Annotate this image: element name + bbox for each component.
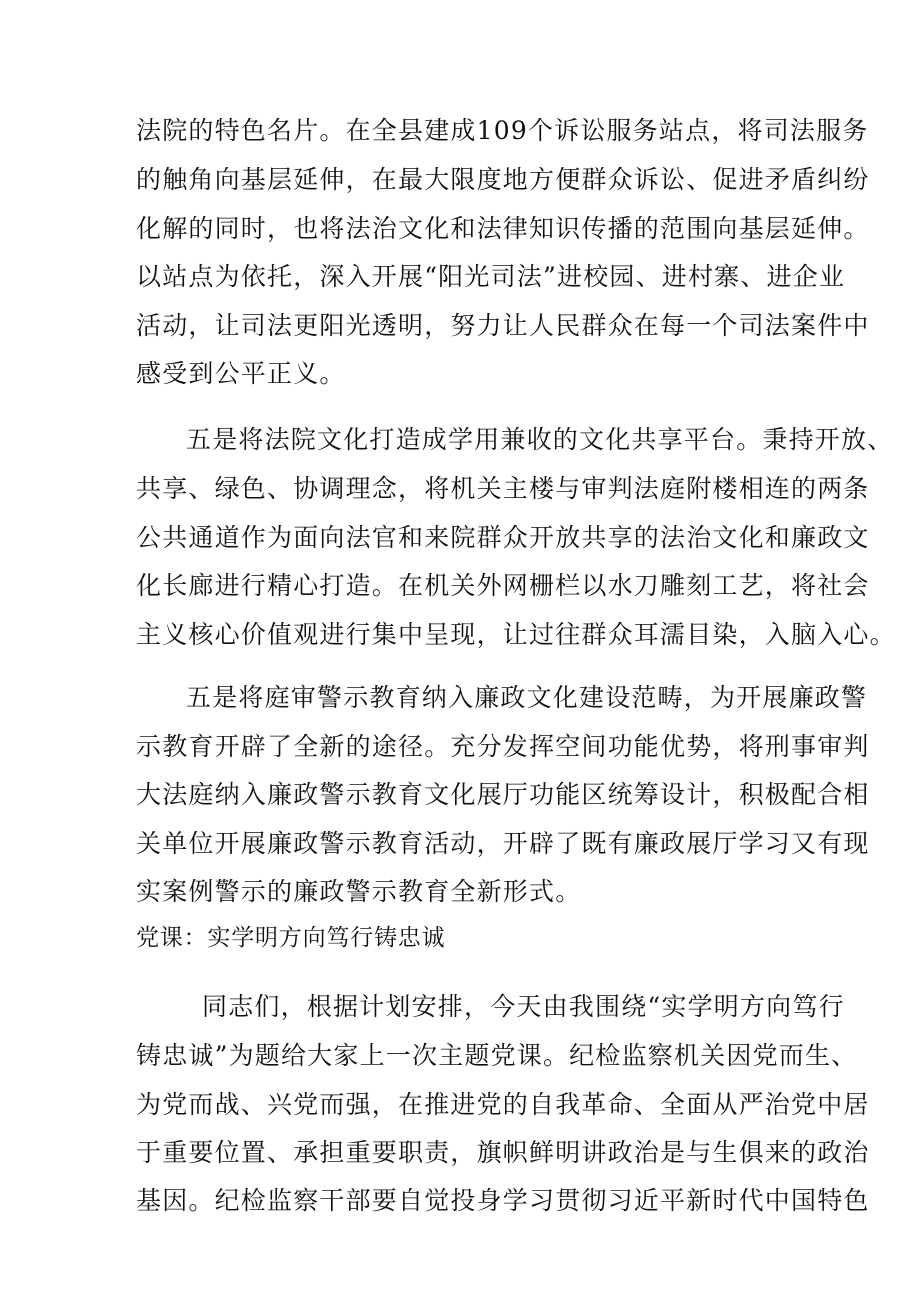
paragraph-line: 关单位开展廉政警示教育活动，开辟了既有廉政展厅学习又有现: [136, 829, 870, 858]
paragraph-line: 共享、绿色、协调理念，将机关主楼与审判法庭附楼相连的两条: [136, 474, 870, 503]
paragraph-line: 大法庭纳入廉政警示教育文化展厅功能区统筹设计，积极配合相: [136, 780, 870, 809]
paragraph-line: 基因。纪检监察干部要自觉投身学习贯彻习近平新时代中国特色: [136, 1186, 870, 1215]
paragraph-line: 公共通道作为面向法官和来院群众开放共享的法治文化和廉政文: [136, 523, 870, 552]
paragraph-line: 五是将法院文化打造成学用兼收的文化共享平台。秉持开放、: [186, 425, 894, 454]
paragraph-line: 五是将庭审警示教育纳入廉政文化建设范畴，为开展廉政警: [186, 683, 868, 712]
paragraph-line: 化解的同时，也将法治文化和法律知识传播的范围向基层延伸。: [136, 214, 870, 243]
paragraph-line: 以站点为依托，深入开展“阳光司法”进校园、进村寨、进企业: [136, 262, 846, 291]
paragraph-line: 实案例警示的廉政警示教育全新形式。: [136, 877, 582, 906]
paragraph-line: 同志们，根据计划安排，今天由我围绕“实学明方向笃行: [202, 992, 845, 1021]
paragraph-line: 的触角向基层延伸，在最大限度地方便群众诉讼、促进矛盾纠纷: [136, 165, 870, 194]
paragraph-line: 于重要位置、承担重要职责，旗帜鲜明讲政治是与生俱来的政治: [136, 1138, 870, 1167]
paragraph-line: 化长廊进行精心打造。在机关外网栅栏以水刀雕刻工艺，将社会: [136, 571, 870, 600]
paragraph-line: 活动，让司法更阳光透明，努力让人民群众在每一个司法案件中: [136, 311, 870, 340]
paragraph-line: 主义核心价值观进行集中呈现，让过往群众耳濡目染，入脑入心。: [136, 620, 896, 649]
paragraph-line: 为党而战、兴党而强，在推进党的自我革命、全面从严治党中居: [136, 1090, 870, 1119]
section-heading: 党课：实学明方向笃行铸忠诚: [136, 925, 446, 951]
paragraph-line: 示教育开辟了全新的途径。充分发挥空间功能优势，将刑事审判: [136, 732, 870, 761]
paragraph-line: 感受到公平正义。: [136, 359, 346, 388]
paragraph-line: 铸忠诚”为题给大家上一次主题党课。纪检监察机关因党而生、: [136, 1041, 858, 1070]
paragraph-line: 法院的特色名片。在全县建成109个诉讼服务站点，将司法服务: [136, 116, 869, 145]
